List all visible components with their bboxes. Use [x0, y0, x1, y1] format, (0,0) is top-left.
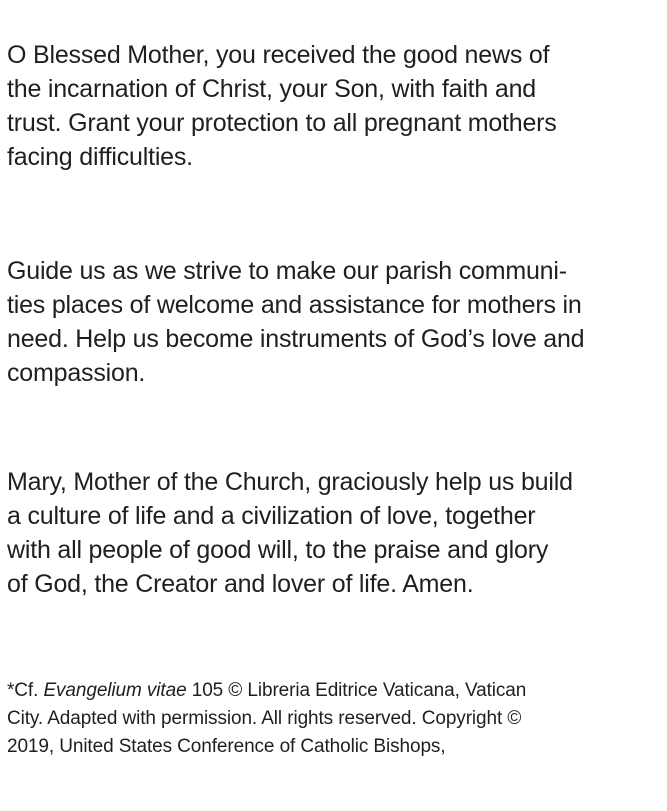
prayer-line: O Blessed Mother, you received the good news of: [7, 41, 550, 69]
prayer-paragraph-2: [7, 254, 662, 390]
footnote-line-1: [7, 677, 662, 705]
prayer-line: with all people of good will, to the praise and glory: [7, 536, 549, 564]
prayer-paragraph-3: [7, 465, 662, 601]
prayer-line: the incarnation of Christ, your Son, with faith and: [7, 75, 536, 103]
footnote-prefix: *Cf.: [7, 680, 44, 701]
prayer-line: a culture of life and a civilization of love, together: [7, 502, 536, 530]
prayer-line: facing difficulties.: [7, 143, 193, 171]
prayer-line: need. Help us become instruments of God’s love and: [7, 325, 585, 353]
prayer-line: of God, the Creator and lover of life. Amen.: [7, 570, 474, 598]
copyright-footnote: [7, 677, 662, 761]
footnote-line-2: City. Adapted with permission. All rights reserved. Copyright ©: [7, 708, 522, 729]
footnote-line-1-rest: 105 © Libreria Editrice Vaticana, Vatican: [186, 680, 527, 701]
prayer-line: compassion.: [7, 359, 146, 387]
prayer-line: trust. Grant your protection to all pregnant mothers: [7, 109, 557, 137]
prayer-paragraph-1: [7, 38, 662, 174]
prayer-line: Guide us as we strive to make our parish communi-: [7, 257, 567, 285]
prayer-line: ties places of welcome and assistance for mothers in: [7, 291, 582, 319]
footnote-work-title: Evangelium vitae: [43, 680, 187, 701]
prayer-line: Mary, Mother of the Church, graciously help us build: [7, 468, 573, 496]
footnote-line-3: 2019, United States Conference of Catholic Bishops,: [7, 736, 446, 757]
